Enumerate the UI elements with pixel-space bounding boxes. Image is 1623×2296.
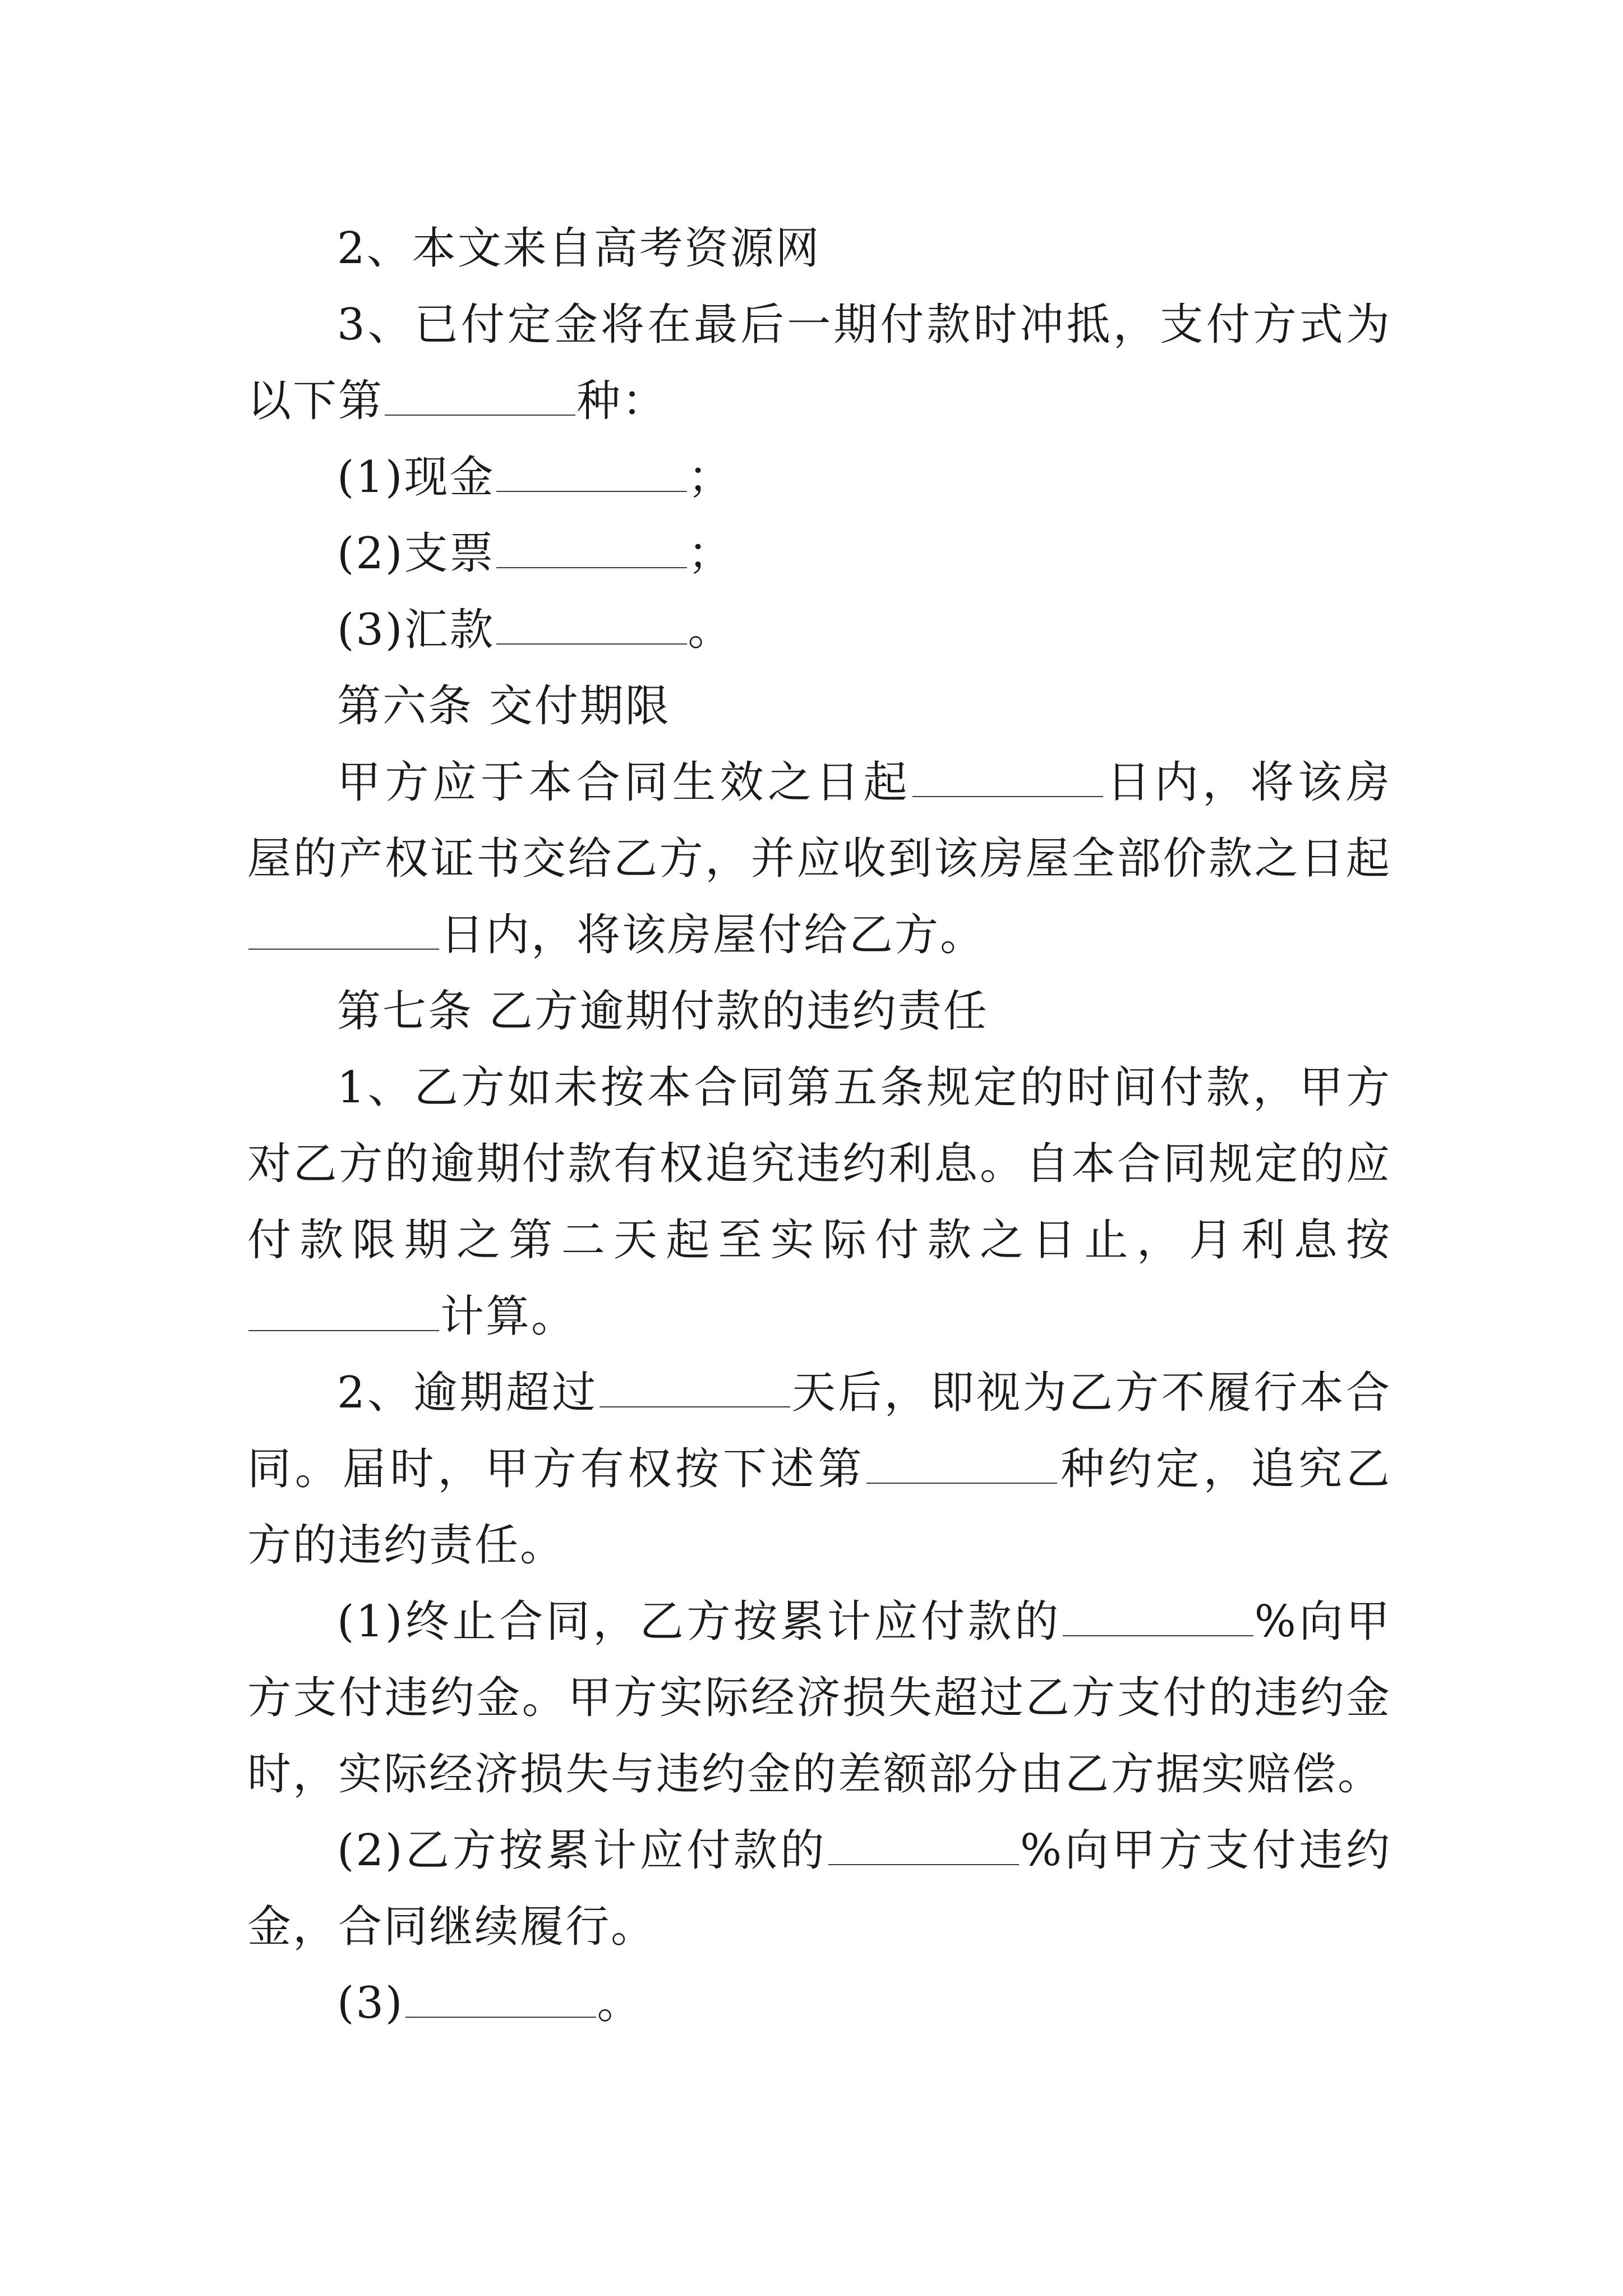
paragraph-option-continue: (2)乙方按累计应付款的 %向甲方支付违约金，合同继续履行。 bbox=[247, 1825, 1391, 1952]
paragraph-payment-method: 3、已付定金将在最后一期付款时冲抵，支付方式为以下第 种： bbox=[247, 300, 1391, 426]
fill-blank[interactable] bbox=[496, 567, 687, 568]
paragraph-option-terminate: (1)终止合同，乙方按累计应付款的 %向甲方支付违约金。甲方实际经济损失超过乙方支付的违约金时，实际经济损失与违约金的差额部分由乙方据实赔偿。 bbox=[247, 1596, 1391, 1800]
fill-blank[interactable] bbox=[248, 948, 439, 950]
paragraph-remittance: (3)汇款 。 bbox=[337, 605, 734, 655]
fill-blank[interactable] bbox=[248, 1329, 439, 1331]
fill-blank[interactable] bbox=[912, 795, 1103, 797]
article-6-heading: 第六条 交付期限 bbox=[337, 681, 671, 731]
fill-blank[interactable] bbox=[496, 490, 687, 492]
paragraph-late-interest: 1、乙方如未按本合同第五条规定的时间付款，甲方对乙方的逾期付款有权追究违约利息。自本合同规定的应付款限期之第二天起至实际付款之日止，月利息按计算。 bbox=[247, 1062, 1391, 1342]
fill-blank[interactable] bbox=[385, 414, 575, 416]
paragraph-option-other: (3) 。 bbox=[337, 1978, 643, 2028]
paragraph-delivery-term: 甲方应于本合同生效之日起 日内，将该房屋的产权证书交给乙方，并应收到该房屋全部价款之日起日内，将该房屋付给乙方。 bbox=[247, 757, 1391, 960]
fill-blank[interactable] bbox=[496, 643, 687, 645]
document-body bbox=[247, 210, 1391, 2041]
paragraph-cheque: (2)支票 ； bbox=[337, 528, 734, 579]
paragraph-overdue-breach: 2、逾期超过 天后，即视为乙方不履行本合同。届时，甲方有权按下述第 种约定，追究乙方的违约责任。 bbox=[247, 1368, 1391, 1571]
fill-blank[interactable] bbox=[600, 1406, 790, 1407]
fill-blank[interactable] bbox=[405, 2016, 596, 2018]
article-7-heading: 第七条 乙方逾期付款的违约责任 bbox=[337, 986, 989, 1037]
fill-blank[interactable] bbox=[828, 1864, 1019, 1865]
paragraph-source-note: 2、本文来自高考资源网 bbox=[337, 223, 821, 274]
fill-blank[interactable] bbox=[1063, 1635, 1253, 1636]
paragraph-cash: (1)现金 ； bbox=[337, 452, 734, 503]
fill-blank[interactable] bbox=[866, 1482, 1057, 1484]
